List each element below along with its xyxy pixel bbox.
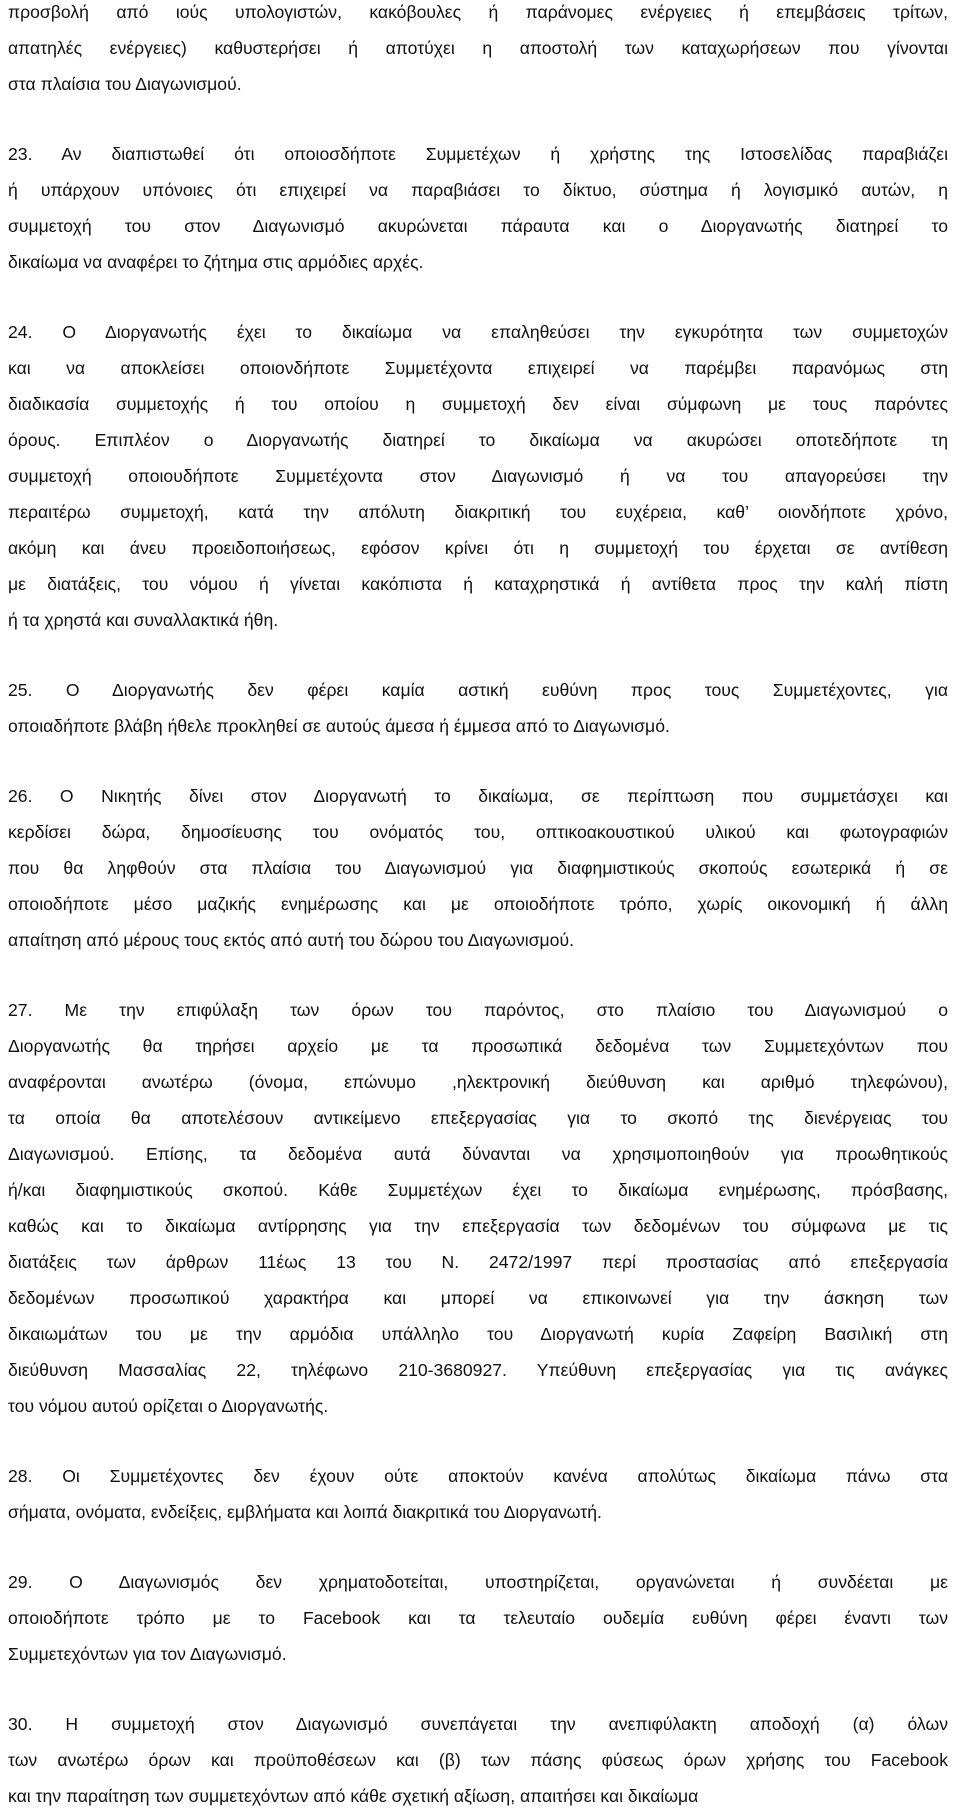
text-line: δικαιωμάτων του με την αρμόδια υπάλληλο του Διοργανωτή κυρία Ζαφείρη Βασιλική στη — [8, 1324, 948, 1344]
text-line: δικαίωμα να αναφέρει το ζήτημα στις αρμόδιες αρχές. — [8, 252, 424, 272]
paragraph-gap — [8, 638, 948, 672]
paragraph-gap — [8, 1424, 948, 1458]
clause-28 — [8, 1458, 948, 1530]
text-line: 29. Ο Διαγωνισμός δεν χρηματοδοτείται, υποστηρίζεται, οργανώνεται ή συνδέεται με — [8, 1572, 948, 1592]
clause-23 — [8, 136, 948, 280]
text-line: αναφέρονται ανωτέρω (όνομα, επώνυμο ,ηλεκτρονική διεύθυνση και αριθμό τηλεφώνου), — [8, 1072, 948, 1092]
text-line: διαδικασία συμμετοχής ή του οποίου η συμμετοχή δεν είναι σύμφωνη με τους παρόντες — [8, 394, 948, 414]
text-line: σήματα, ονόματα, ενδείξεις, εμβλήματα και λοιπά διακριτικά του Διοργανωτή. — [8, 1502, 602, 1522]
document-page — [8, 0, 948, 1814]
paragraph-gap — [8, 1672, 948, 1706]
paragraph-gap — [8, 1530, 948, 1564]
text-line: διατάξεις των άρθρων 11έως 13 του Ν. 2472/1997 περί προστασίας από επεξεργασία — [8, 1252, 948, 1272]
clause-26 — [8, 778, 948, 958]
text-line: οποιοδήποτε μέσο μαζικής ενημέρωσης και με οποιοδήποτε τρόπο, χωρίς οικονομική ή άλλη — [8, 894, 948, 914]
text-line: όρους. Επιπλέον ο Διοργανωτής διατηρεί το δικαίωμα να ακυρώσει οποτεδήποτε τη — [8, 430, 948, 450]
text-line: που θα ληφθούν στα πλαίσια του Διαγωνισμού για διαφημιστικούς σκοπούς εσωτερικά ή σε — [8, 858, 948, 878]
paragraph-gap — [8, 958, 948, 992]
text-line: απατηλές ενέργειες) καθυστερήσει ή αποτύχει η αποστολή των καταχωρήσεων που γίνονται — [8, 38, 948, 58]
text-line: διεύθυνση Μασσαλίας 22, τηλέφωνο 210-3680927. Υπεύθυνη επεξεργασίας για τις ανάγκες — [8, 1360, 948, 1380]
text-line: κερδίσει δώρα, δημοσίευσης του ονόματός του, οπτικοακουστικού υλικού και φωτογραφιών — [8, 822, 948, 842]
text-line: 26. Ο Νικητής δίνει στον Διοργανωτή το δικαίωμα, σε περίπτωση που συμμετάσχει και — [8, 786, 948, 806]
text-line: συμμετοχή οποιουδήποτε Συμμετέχοντα στον Διαγωνισμό ή να του απαγορεύσει την — [8, 466, 948, 486]
text-line: Διοργανωτής θα τηρήσει αρχείο με τα προσωπικά δεδομένα των Συμμετεχόντων που — [8, 1036, 948, 1056]
text-line: στα πλαίσια του Διαγωνισμού. — [8, 74, 242, 94]
text-line: 24. Ο Διοργανωτής έχει το δικαίωμα να επαληθεύσει την εγκυρότητα των συμμετοχών — [8, 322, 948, 342]
text-line: περαιτέρω συμμετοχή, κατά την απόλυτη διακριτική του ευχέρεια, καθ’ οιονδήποτε χρόνο, — [8, 502, 948, 522]
text-line: ή τα χρηστά και συναλλακτικά ήθη. — [8, 610, 279, 630]
clause-continuation — [8, 0, 948, 102]
text-line: τα οποία θα αποτελέσουν αντικείμενο επεξεργασίας για το σκοπό της διενέργειας του — [8, 1108, 948, 1128]
text-line: 30. Η συμμετοχή στον Διαγωνισμό συνεπάγεται την ανεπιφύλακτη αποδοχή (α) όλων — [8, 1714, 948, 1734]
text-line: ακόμη και άνευ προειδοποιήσεως, εφόσον κρίνει ότι η συμμετοχή του έρχεται σε αντίθεση — [8, 538, 948, 558]
paragraph-gap — [8, 744, 948, 778]
text-line: 27. Με την επιφύλαξη των όρων του παρόντος, στο πλαίσιο του Διαγωνισμού ο — [8, 1000, 948, 1020]
text-line: 28. Οι Συμμετέχοντες δεν έχουν ούτε αποκτούν κανένα απολύτως δικαίωμα πάνω στα — [8, 1466, 948, 1486]
text-line: ή/και διαφημιστικούς σκοπού. Κάθε Συμμετέχων έχει το δικαίωμα ενημέρωσης, πρόσβασης, — [8, 1180, 948, 1200]
text-line: του νόμου αυτού ορίζεται ο Διοργανωτής. — [8, 1396, 329, 1416]
text-line: 23. Αν διαπιστωθεί ότι οποιοσδήποτε Συμμετέχων ή χρήστης της Ιστοσελίδας παραβιάζει — [8, 144, 948, 164]
text-line: απαίτηση από μέρους τους εκτός από αυτή του δώρου του Διαγωνισμού. — [8, 930, 574, 950]
clause-30 — [8, 1706, 948, 1814]
paragraph-gap — [8, 102, 948, 136]
text-line: δεδομένων προσωπικού χαρακτήρα και μπορεί να επικοινωνεί για την άσκηση των — [8, 1288, 948, 1308]
text-line: προσβολή από ιούς υπολογιστών, κακόβουλες ή παράνομες ενέργειες ή επεμβάσεις τρίτων, — [8, 2, 948, 22]
text-line: συμμετοχή του στον Διαγωνισμό ακυρώνεται πάραυτα και ο Διοργανωτής διατηρεί το — [8, 216, 948, 236]
text-line: ή υπάρχουν υπόνοιες ότι επιχειρεί να παραβιάσει το δίκτυο, σύστημα ή λογισμικό αυτών, η — [8, 180, 948, 200]
paragraph-gap — [8, 280, 948, 314]
text-line: οποιοδήποτε τρόπο με το Facebook και τα τελευταίο ουδεμία ευθύνη φέρει έναντι των — [8, 1608, 948, 1628]
text-line: και να αποκλείσει οποιονδήποτε Συμμετέχοντα επιχειρεί να παρέμβει παρανόμως στη — [8, 358, 948, 378]
text-line: οποιαδήποτε βλάβη ήθελε προκληθεί σε αυτούς άμεσα ή έμμεσα από το Διαγωνισμό. — [8, 716, 670, 736]
text-line: 25. Ο Διοργανωτής δεν φέρει καμία αστική ευθύνη προς τους Συμμετέχοντες, για — [8, 680, 948, 700]
text-line: με διατάξεις, του νόμου ή γίνεται κακόπιστα ή καταχρηστικά ή αντίθετα προς την καλή πίστη — [8, 574, 948, 594]
text-line: και την παραίτηση των συμμετεχόντων από κάθε σχετική αξίωση, απαιτήσει και δικαίωμα — [8, 1786, 699, 1806]
clause-29 — [8, 1564, 948, 1672]
text-line: Διαγωνισμού. Επίσης, τα δεδομένα αυτά δύνανται να χρησιμοποιηθούν για προωθητικούς — [8, 1144, 948, 1164]
clause-24 — [8, 314, 948, 638]
text-line: Συμμετεχόντων για τον Διαγωνισμό. — [8, 1644, 287, 1664]
text-line: καθώς και το δικαίωμα αντίρρησης για την επεξεργασία των δεδομένων του σύμφωνα με τις — [8, 1216, 948, 1236]
clause-25 — [8, 672, 948, 744]
text-line: των ανωτέρω όρων και προϋποθέσεων και (β) των πάσης φύσεως όρων χρήσης του Facebook — [8, 1750, 948, 1770]
clause-27 — [8, 992, 948, 1424]
